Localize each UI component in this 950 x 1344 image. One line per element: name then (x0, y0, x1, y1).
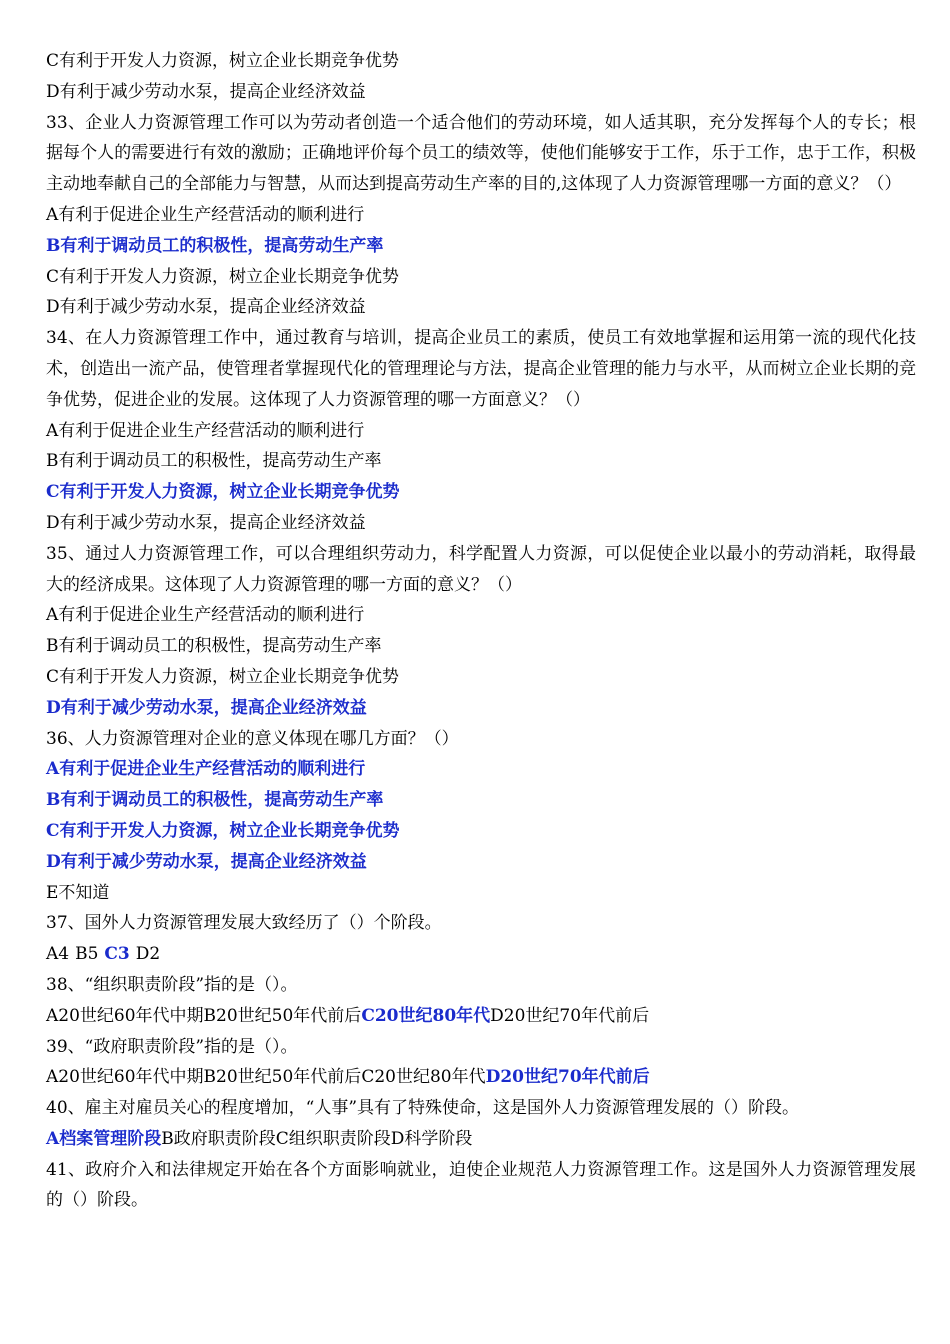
option-a: A4 (46, 944, 70, 965)
option-b: B5 (75, 944, 99, 965)
question-40: 40、雇主对雇员关心的程度增加，“人事”具有了特殊使命，这是国外人力资源管理发展的（）阶段。 (46, 1098, 800, 1119)
answer-option-d: D有利于减少劳动水泵，提高企业经济效益 (46, 851, 367, 872)
question-34: 34、在人力资源管理工作中，通过教育与培训，提高企业员工的素质，使员工有效地掌握和运用第一流的现代化技术，创造出一流产品，使管理者掌握现代化的管理理论与方法，提高企业管理的能力与水平，从而树立企业长期的竞争优势，促进企业的发展。这体现了人力资源管理的哪一方面意义？（） (46, 328, 916, 410)
answer-option-d: D有利于减少劳动水泵，提高企业经济效益 (46, 697, 367, 718)
answer-option-b: B有利于调动员工的积极性，提高劳动生产率 (46, 790, 384, 811)
options-row-38 (46, 1001, 916, 1032)
option-d: D20世纪70年代前后 (490, 1005, 650, 1026)
options-row-37 (46, 939, 916, 970)
option-b: B20世纪50年代前后 (203, 1067, 362, 1088)
answer-option-c: C20世纪80年代 (361, 1005, 491, 1026)
option-b: B有利于调动员工的积极性，提高劳动生产率 (46, 451, 382, 472)
option-e: E不知道 (46, 882, 110, 903)
document-page (46, 46, 916, 1216)
option-b: B有利于调动员工的积极性，提高劳动生产率 (46, 636, 382, 657)
answer-option-c: C3 (104, 944, 130, 965)
option-b: B政府职责阶段 (161, 1128, 276, 1149)
option-a: A20世纪60年代中期 (46, 1067, 204, 1088)
answer-option-c: C有利于开发人力资源，树立企业长期竞争优势 (46, 482, 400, 503)
options-row-40 (46, 1124, 916, 1155)
question-36: 36、人力资源管理对企业的意义体现在哪几方面？（） (46, 728, 459, 749)
question-41: 41、政府介入和法律规定开始在各个方面影响就业，迫使企业规范人力资源管理工作。这是国外人力资源管理发展的（）阶段。 (46, 1159, 916, 1211)
option-b: B20世纪50年代前后 (203, 1005, 362, 1026)
option-c: C20世纪80年代 (361, 1067, 486, 1088)
option-a: A20世纪60年代中期 (46, 1005, 204, 1026)
option-c: C有利于开发人力资源，树立企业长期竞争优势 (46, 51, 400, 71)
options-row-39 (46, 1062, 916, 1093)
option-d: D2 (135, 944, 161, 965)
question-33: 33、企业人力资源管理工作可以为劳动者创造一个适合他们的劳动环境，如人适其职，充分发挥每个人的专长；根据每个人的需要进行有效的激励；正确地评价每个员工的绩效等，使他们能够安于工作，乐于工作，忠于工作，积极主动地奉献自己的全部能力与智慧，从而达到提高劳动生产率的目的,这体现了人力资源管理哪一方面的意义？（） (46, 112, 916, 195)
option-a: A有利于促进企业生产经营活动的顺利进行 (46, 420, 365, 441)
option-d: D有利于减少劳动水泵，提高企业经济效益 (46, 81, 366, 102)
question-38: 38、“组织职责阶段”指的是（）。 (46, 974, 298, 995)
answer-option-b: B有利于调动员工的积极性，提高劳动生产率 (46, 235, 384, 256)
option-c: C有利于开发人力资源，树立企业长期竞争优势 (46, 266, 400, 287)
question-35: 35、通过人力资源管理工作，可以合理组织劳动力，科学配置人力资源，可以促使企业以最小的劳动消耗，取得最大的经济成果。这体现了人力资源管理的哪一方面的意义？（） (46, 543, 916, 595)
answer-option-d: D20世纪70年代前后 (485, 1067, 650, 1088)
option-d: D科学阶段 (390, 1128, 473, 1149)
option-d: D有利于减少劳动水泵，提高企业经济效益 (46, 297, 366, 318)
answer-option-c: C有利于开发人力资源，树立企业长期竞争优势 (46, 820, 400, 841)
answer-option-a: A档案管理阶段 (46, 1128, 162, 1149)
question-37: 37、国外人力资源管理发展大致经历了（）个阶段。 (46, 913, 442, 934)
answer-option-a: A有利于促进企业生产经营活动的顺利进行 (46, 759, 366, 780)
option-a: A有利于促进企业生产经营活动的顺利进行 (46, 605, 365, 626)
option-c: C有利于开发人力资源，树立企业长期竞争优势 (46, 666, 400, 687)
question-39: 39、“政府职责阶段”指的是（）。 (46, 1036, 298, 1057)
option-c: C组织职责阶段 (275, 1128, 391, 1149)
option-d: D有利于减少劳动水泵，提高企业经济效益 (46, 512, 366, 533)
option-a: A有利于促进企业生产经营活动的顺利进行 (46, 204, 365, 225)
